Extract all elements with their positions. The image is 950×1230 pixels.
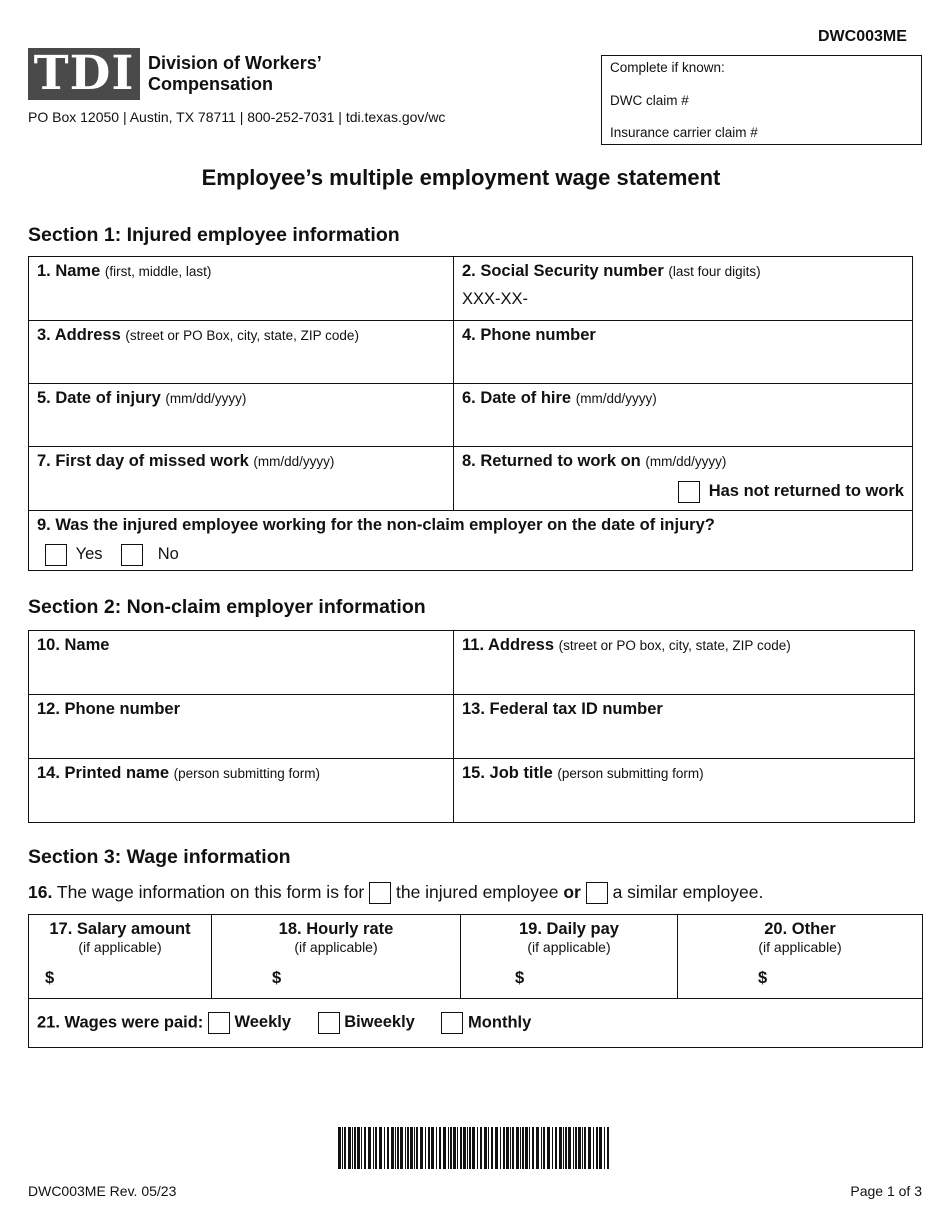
q9-yes-checkbox[interactable] [45, 544, 67, 566]
field-hourly-rate[interactable]: 18. Hourly rate (if applicable) $ [212, 915, 461, 999]
field-working-on-injury-date [29, 511, 913, 571]
section1-table [28, 256, 913, 571]
carrier-claim-field[interactable]: Insurance carrier claim # [610, 125, 758, 140]
section3-heading: Section 3: Wage information [28, 846, 291, 868]
field-printed-name[interactable]: 14. Printed name (person submitting form) [29, 759, 454, 823]
field-employee-phone[interactable]: 4. Phone number [454, 321, 913, 384]
field-daily-pay[interactable]: 19. Daily pay (if applicable) $ [461, 915, 678, 999]
org-line2: Compensation [148, 74, 274, 94]
field-returned-to-work[interactable]: 8. Returned to work on (mm/dd/yyyy) Has not returned to work [454, 447, 913, 511]
not-returned-label: Has not returned to work [708, 482, 904, 501]
form-revision: DWC003ME Rev. 05/23 [28, 1183, 177, 1199]
tdi-logo: TDI [28, 48, 140, 100]
field-job-title[interactable]: 15. Job title (person submitting form) [454, 759, 915, 823]
section2-heading: Section 2: Non-claim employer information [28, 596, 426, 618]
field-pay-frequency: 21. Wages were paid: Weekly Biweekly Monthly [29, 999, 923, 1048]
wage-table [28, 914, 923, 1048]
field-other-pay[interactable]: 20. Other (if applicable) $ [678, 915, 923, 999]
q9-no-checkbox[interactable] [121, 544, 143, 566]
org-line1: Division of Workers’ [148, 53, 322, 73]
known-heading: Complete if known: [610, 60, 725, 75]
field-date-of-hire[interactable]: 6. Date of hire (mm/dd/yyyy) [454, 384, 913, 447]
injured-employee-checkbox[interactable] [369, 882, 391, 904]
field-employee-name[interactable]: 1. Name (first, middle, last) [29, 257, 454, 321]
field-employer-phone[interactable]: 12. Phone number [29, 695, 454, 759]
field-federal-tax-id[interactable]: 13. Federal tax ID number [454, 695, 915, 759]
q9-yes-label: Yes [75, 545, 103, 564]
not-returned-checkbox[interactable] [678, 481, 700, 503]
field-ssn[interactable]: 2. Social Security number (last four digits) XXX-XX- [454, 257, 913, 321]
field-date-of-injury[interactable]: 5. Date of injury (mm/dd/yyyy) [29, 384, 454, 447]
form-code: DWC003ME [818, 28, 907, 45]
barcode-image [338, 1127, 612, 1169]
section2-table [28, 630, 915, 823]
biweekly-checkbox[interactable] [318, 1012, 340, 1034]
q9-no-label: No [157, 545, 179, 564]
q16-line: 16. The wage information on this form is for the injured employee or a similar employee. [28, 882, 763, 904]
dwc-claim-field[interactable]: DWC claim # [610, 93, 689, 108]
weekly-checkbox[interactable] [208, 1012, 230, 1034]
section1-heading: Section 1: Injured employee information [28, 224, 400, 246]
field-first-missed-day[interactable]: 7. First day of missed work (mm/dd/yyyy) [29, 447, 454, 511]
field-employer-name[interactable]: 10. Name [29, 631, 454, 695]
similar-employee-checkbox[interactable] [586, 882, 608, 904]
ssn-prefix: XXX-XX- [462, 290, 529, 308]
monthly-checkbox[interactable] [441, 1012, 463, 1034]
contact-address: PO Box 12050 | Austin, TX 78711 | 800-252-7031 | tdi.texas.gov/wc [28, 109, 446, 125]
field-employer-address[interactable]: 11. Address (street or PO box, city, state, ZIP code) [454, 631, 915, 695]
org-name [148, 53, 322, 95]
page-number: Page 1 of 3 [850, 1183, 922, 1199]
page-title: Employee’s multiple employment wage statement [201, 165, 721, 190]
claim-known-box [601, 55, 922, 145]
field-employee-address[interactable]: 3. Address (street or PO Box, city, state, ZIP code) [29, 321, 454, 384]
q9-label: 9. Was the injured employee working for the non-claim employer on the date of injury? [37, 516, 715, 534]
field-salary-amount[interactable]: 17. Salary amount (if applicable) $ [29, 915, 212, 999]
